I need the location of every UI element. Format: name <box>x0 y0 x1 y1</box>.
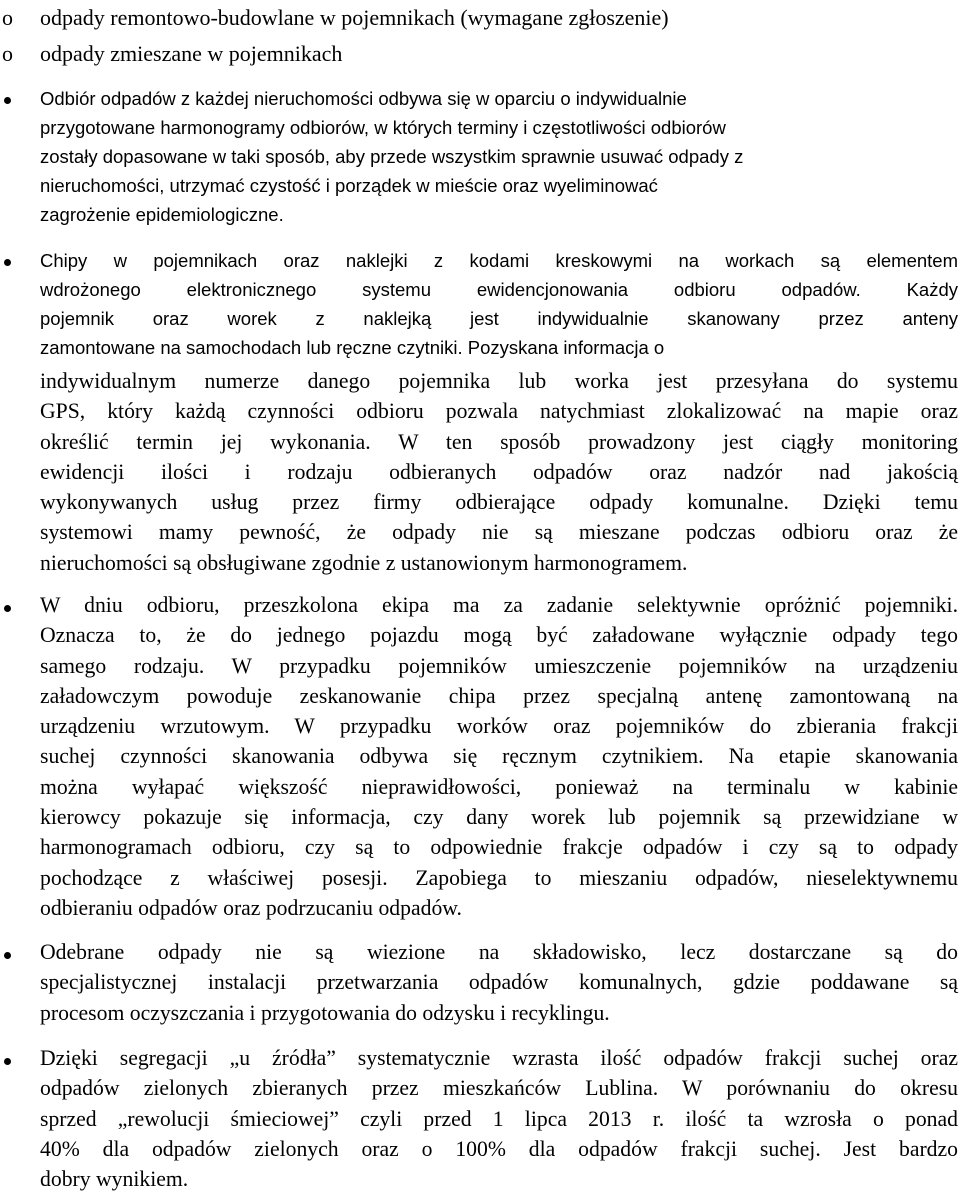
sub-list-marker: o <box>2 5 13 30</box>
paragraph-line: ewidencji ilości i rodzaju odbieranych odpadów oraz nadzór nad jakością <box>40 459 958 484</box>
bullet-dot-icon <box>4 605 11 612</box>
paragraph-line: dobry wynikiem. <box>40 1167 189 1192</box>
paragraph-line: przygotowane harmonogramy odbiorów, w których terminy i częstotliwości odbiorów <box>40 117 726 138</box>
paragraph-line: nieruchomości są obsługiwane zgodnie z ustanowionym harmonogramem. <box>40 550 688 575</box>
bullet-paragraph <box>40 246 958 362</box>
paragraph-line: zamontowane na samochodach lub ręczne czytniki. Pozyskana informacja o <box>40 337 665 358</box>
paragraph-line: Odebrane odpady nie są wiezione na składowisko, lecz dostarczane są do <box>40 940 958 964</box>
paragraph-line: wdrożonego elektronicznego systemu ewidencjonowania odbioru odpadów. Każdy <box>40 279 958 300</box>
paragraph-line: Chipy w pojemnikach oraz naklejki z kodami kreskowymi na workach są elementem <box>40 250 958 271</box>
paragraph-line: kierowcy pokazuje się informacja, czy dany worek lub pojemnik są przewidziane w <box>40 805 958 830</box>
sub-list-text: odpady remontowo-budowlane w pojemnikach (wymagane zgłoszenie) <box>40 5 669 30</box>
paragraph-line: odbieraniu odpadów oraz podrzucaniu odpadów. <box>40 895 462 920</box>
paragraph-line: nieruchomości, utrzymać czystość i porządek w mieście oraz wyeliminować <box>40 175 658 196</box>
paragraph-line: specjalistycznej instalacji przetwarzania odpadów komunalnych, gdzie poddawane są <box>40 970 958 995</box>
paragraph-line: 40% dla odpadów zielonych oraz o 100% dla odpadów frakcji suchej. Jest bardzo <box>40 1136 958 1161</box>
paragraph-line: pojemnik oraz worek z naklejką jest indywidualnie skanowany przez anteny <box>40 308 958 329</box>
sub-list-item <box>0 36 960 72</box>
paragraph-line: GPS, który każdą czynności odbioru pozwala natychmiast zlokalizować na mapie oraz <box>40 399 958 424</box>
paragraph-line: harmonogramach odbioru, czy są to odpowiednie frakcje odpadów i czy są to odpady <box>40 835 958 860</box>
bullet-paragraph <box>40 366 958 578</box>
paragraph-line: W dniu odbioru, przeszkolona ekipa ma za zadanie selektywnie opróżnić pojemniki. <box>40 593 958 617</box>
paragraph-line: systemowi mamy pewność, że odpady nie są mieszane podczas odbioru oraz że <box>40 520 958 545</box>
paragraph-line: odpadów zielonych zbieranych przez mieszkańców Lublina. W porównaniu do okresu <box>40 1076 958 1101</box>
paragraph-line: załadowczym powoduje zeskanowanie chipa przez specjalną antenę zamontowaną na <box>40 683 958 708</box>
paragraph-line: urządzeniu wrzutowym. W przypadku worków oraz pojemników do zbierania frakcji <box>40 714 958 739</box>
bullet-dot-icon <box>4 1058 11 1065</box>
paragraph-line: Oznacza to, że do jednego pojazdu mogą być załadowane wyłącznie odpady tego <box>40 623 958 648</box>
paragraph-line: można wyłapać większość nieprawidłowości, ponieważ na terminalu w kabinie <box>40 774 958 799</box>
paragraph-line: Dzięki segregacji „u źródła” systematycznie wzrasta ilość odpadów frakcji suchej oraz <box>40 1046 958 1070</box>
paragraph-line: suchej czynności skanowania odbywa się ręcznym czytnikiem. Na etapie skanowania <box>40 744 958 769</box>
paragraph-line: procesom oczyszczania i przygotowania do odzysku i recyklingu. <box>40 1000 610 1025</box>
sub-list-marker: o <box>2 41 13 66</box>
bullet-dot-icon <box>4 259 11 266</box>
bullet-paragraph <box>40 937 958 1028</box>
paragraph-line: wykonywanych usług przez firmy odbierające odpady komunalne. Dzięki temu <box>40 490 958 515</box>
bullet-dot-icon <box>4 97 11 104</box>
bullet-paragraph <box>40 84 958 229</box>
paragraph-line: pochodzące z właściwej posesji. Zapobiega to mieszaniu odpadów, nieselektywnemu <box>40 865 958 890</box>
bullet-dot-icon <box>4 952 11 959</box>
sub-list-item <box>0 0 960 36</box>
paragraph-line: określić termin jej wykonania. W ten sposób prowadzony jest ciągły monitoring <box>40 429 958 454</box>
paragraph-line: indywidualnym numerze danego pojemnika lub worka jest przesyłana do systemu <box>40 369 958 393</box>
paragraph-line: Odbiór odpadów z każdej nieruchomości odbywa się w oparciu o indywidualnie <box>40 88 687 109</box>
bullet-paragraph <box>40 590 958 923</box>
sub-list-text: odpady zmieszane w pojemnikach <box>40 41 343 66</box>
paragraph-line: zagrożenie epidemiologiczne. <box>40 204 284 225</box>
paragraph-line: zostały dopasowane w taki sposób, aby przede wszystkim sprawnie usuwać odpady z <box>40 146 744 167</box>
paragraph-line: samego rodzaju. W przypadku pojemników umieszczenie pojemników na urządzeniu <box>40 653 958 678</box>
bullet-paragraph <box>40 1043 958 1194</box>
paragraph-line: sprzed „rewolucji śmieciowej” czyli przed 1 lipca 2013 r. ilość ta wzrosła o ponad <box>40 1106 958 1131</box>
